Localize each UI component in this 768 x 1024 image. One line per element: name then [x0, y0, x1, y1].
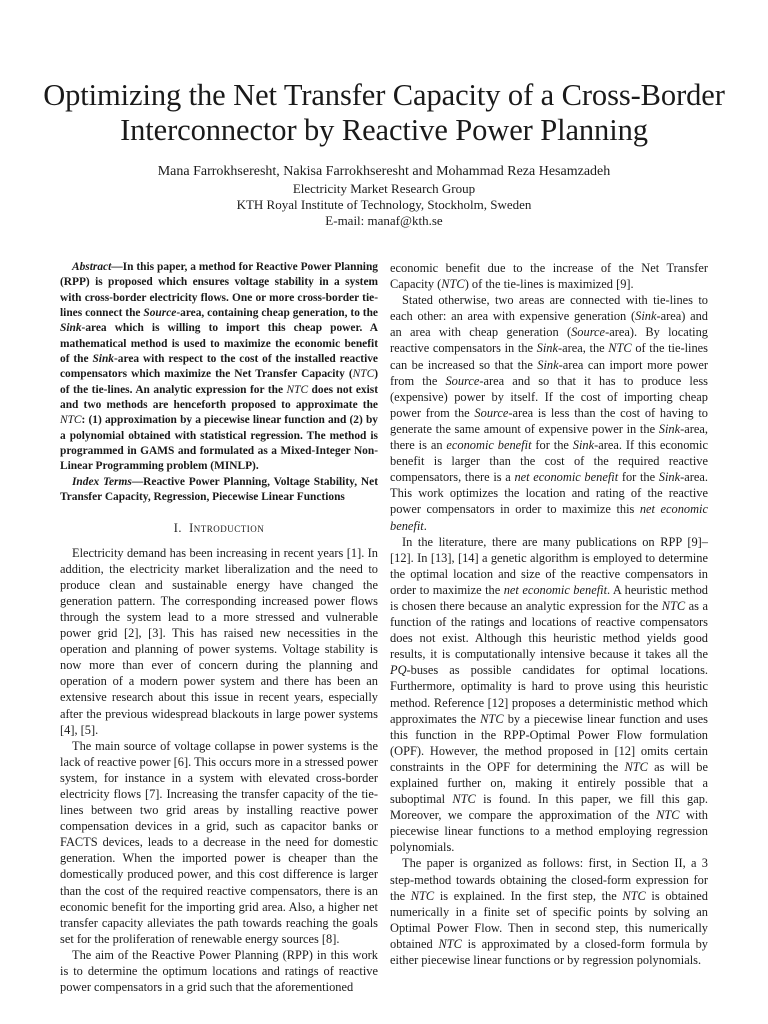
right-paragraph-4 — [390, 855, 708, 968]
body-text: with piecewise linear functions to a method employing regression polynomials. — [390, 808, 708, 855]
section-heading-introduction — [60, 520, 378, 536]
body-text: is obtained numerically in a finite set of specific points by solving an Optimal Power Flow. Then in second step, this numerically obtained — [390, 888, 708, 951]
body-text: -area, the — [558, 341, 609, 356]
author-email: E-mail: manaf@kth.se — [325, 213, 443, 228]
math-term: Source — [445, 373, 480, 388]
body-text: for the — [531, 438, 573, 453]
abstract-math: NTC — [60, 414, 82, 427]
math-term: NTC — [452, 792, 476, 807]
index-terms — [60, 475, 378, 506]
index-terms-label: Index Terms — [72, 475, 132, 488]
emphasis-term: net economic benefit — [514, 470, 619, 485]
intro-paragraph-3: The aim of the Reactive Power Planning (RPP) in this work is to determine the optimum locations and ratings of reactive power compensators in a grid such that the aforementioned — [60, 947, 378, 995]
body-text: is found. In this paper, we fill this gap. Moreover, we compare the approximation of the — [390, 792, 709, 823]
math-term: Sink — [572, 438, 595, 453]
abstract-term: Sink — [92, 353, 114, 366]
body-text: -area and so that it has to produce less (expensive) power by itself. If the cost of importing cheap power from the — [390, 373, 708, 420]
math-term: NTC — [480, 711, 504, 726]
emphasis-term: net economic benefit — [390, 502, 708, 533]
emphasis-term: economic benefit — [446, 438, 532, 453]
math-term: NTC — [622, 888, 646, 903]
math-term: NTC — [624, 759, 648, 774]
paper-title: Optimizing the Net Transfer Capacity of a Cross-Border Interconnector by Reactive Power Planning — [43, 78, 725, 147]
abstract-text: -area which is willing to import this cheap power. A mathematical method is used to maximize the economic benefit of the — [60, 322, 378, 366]
math-term: Source — [571, 325, 606, 340]
right-paragraph-1 — [390, 260, 708, 292]
math-term: Sink — [635, 309, 657, 324]
math-term: Sink — [536, 341, 559, 356]
body-text: . A heuristic method is chosen there because an analytic expression for the — [390, 582, 708, 613]
math-term: NTC — [656, 808, 680, 823]
math-term: NTC — [438, 936, 462, 951]
affiliation-institution: KTH Royal Institute of Technology, Stockholm, Sweden — [236, 197, 532, 212]
math-term: PQ — [390, 663, 407, 678]
body-text: -buses as possible candidates for optimal locations. Furthermore, optimality is hard to prove using this heuristic method. Reference [12] proposes a deterministic method which approximates the — [390, 663, 708, 726]
body-text: by a piecewise linear function and uses this function in the RPP-Optimal Power Flow formulation (OPF). However, the method proposed in [12] omits certain constraints in the OPF for determining the — [390, 711, 708, 774]
math-term: NTC — [608, 341, 632, 356]
abstract-term: Source — [143, 307, 177, 320]
body-text: for the — [618, 470, 659, 485]
emphasis-term: net economic benefit — [503, 582, 608, 597]
body-text: -area is less than the cost of having to generate the same amount of expensive power in the — [390, 405, 709, 436]
math-term: NTC — [441, 277, 465, 292]
body-text: -area). By locating reactive compensators in the — [390, 325, 708, 356]
body-text: as will be explained further on, making it entirely possible that a suboptimal — [390, 759, 708, 807]
math-term: Sink — [537, 357, 559, 372]
math-term: NTC — [410, 888, 435, 903]
body-text: -area, there is an — [390, 421, 708, 453]
abstract — [60, 260, 378, 475]
body-text: The paper is organized as follows: first, in Section II, a 3 step-method towards obtaining the closed-form expression for the — [390, 856, 708, 903]
right-paragraph-3 — [390, 534, 708, 856]
author-list: Mana Farrokhseresht, Nakisa Farrokhseresht and Mohammad Reza Hesamzadeh — [157, 164, 611, 179]
abstract-text: : (1) approximation by a piecewise linear function and (2) by a polynomial obtained with statistical regression. The method is programmed in GAMS and formulated as a Mixed-Integer Non-Linear Programming problem (MINLP). — [60, 414, 378, 473]
body-text: as a function of the ratings and locations of reactive compensators does not exist. Although this heuristic method yields good results, it is computationally intensive because it takes all the — [390, 598, 708, 662]
body-text: -area) and an area with cheap generation ( — [390, 309, 708, 340]
body-text: -area. If this economic benefit is larger than the cost of the required reactive compensators, there is a — [390, 438, 708, 485]
abstract-math: NTC — [286, 383, 309, 396]
abstract-term: Sink — [60, 322, 82, 335]
abstract-text: does not exist and two methods are henceforth proposed to approximate the — [60, 383, 378, 412]
intro-paragraph-1: Electricity demand has been increasing in recent years [1]. In addition, the electricity market liberalization and the need to produce clean and sustainable energy have changed the generation pattern. The corresponding increased power flows through the system lead to a more stressed and vulnerable power grid [2], [3]. This has raised new necessities in the operation and planning of power systems. Voltage stability is now more than ever of concern during the planning and operation of a modern power system and there has been an extensive research about this issue in recent years, especially after the previous widespread blackouts in large power systems [4], [5]. — [60, 545, 378, 737]
math-term: Sink — [658, 421, 681, 436]
body-text: In the literature, there are many publications on RPP [9]–[12]. In [13], [14] a genetic algorithm is employed to determine the optimal location and size of the reactive compensators in order to maximize the — [390, 534, 708, 597]
section-title: Introduction — [189, 520, 265, 535]
body-text: -area can import more power from the — [390, 357, 708, 388]
section-number: I. — [173, 520, 182, 535]
body-text: of the tie-lines can be increased so that the — [390, 341, 708, 372]
body-text: is explained. In the first step, the — [434, 888, 623, 903]
abstract-text: -area with respect to the cost of the installed reactive compensators which maximize the Net Transfer Capacity ( — [60, 353, 378, 381]
body-text: -area. This work optimizes the location and rating of the reactive power compensators in order to maximize this — [390, 470, 708, 517]
math-term: Source — [474, 405, 509, 420]
left-column — [60, 260, 378, 995]
right-column — [390, 260, 708, 968]
abstract-text: ) of the tie-lines. An analytic expression for the — [60, 368, 378, 396]
index-terms-text: —Reactive Power Planning, Voltage Stability, Net Transfer Capacity, Regression, Piecewise Linear Functions — [60, 475, 378, 504]
abstract-text: —In this paper, a method for Reactive Power Planning (RPP) is proposed which ensures voltage stability in a system with cross-border electricity flows. One or more cross-border tie-lines connect the — [60, 261, 378, 320]
body-text: Stated otherwise, two areas are connected with tie-lines to each other: an area with expensive generation ( — [390, 293, 708, 324]
body-text: ) of the tie-lines is maximized [9]. — [464, 277, 634, 292]
math-term: Sink — [658, 470, 681, 485]
math-term: NTC — [661, 598, 686, 613]
abstract-label: Abstract — [72, 261, 112, 273]
body-text: economic benefit due to the increase of the Net Transfer Capacity ( — [390, 261, 708, 292]
affiliation-group: Electricity Market Research Group — [292, 181, 476, 196]
intro-paragraph-2: The main source of voltage collapse in power systems is the lack of reactive power [6]. This occurs more in a stressed power system, for instance in a system with elevated cross-border electricity flows [7]. Increasing the transfer capacity of the tie-lines between two grid areas by installing reactive power compensation devices in a grid, such as capacitor banks or FACTS devices, leads to a decrease in the need for domestic generation. When the imported power is cheaper than the domestically produced power, and this cost difference is larger than the cost of the required reactive compensators, there is an economic benefit for the importing grid area. Also, a higher net transfer capacity alleviates the path towards reaching the goals set for the proliferation of renewable energy sources [8]. — [60, 738, 378, 946]
abstract-text: -area, containing cheap generation, to the — [176, 307, 378, 320]
body-text: . — [423, 518, 427, 533]
body-text: is approximated by a closed-form formula by either piecewise linear functions or by regression polynomials. — [390, 936, 708, 968]
right-paragraph-2 — [390, 292, 708, 533]
abstract-math: NTC — [352, 368, 375, 381]
